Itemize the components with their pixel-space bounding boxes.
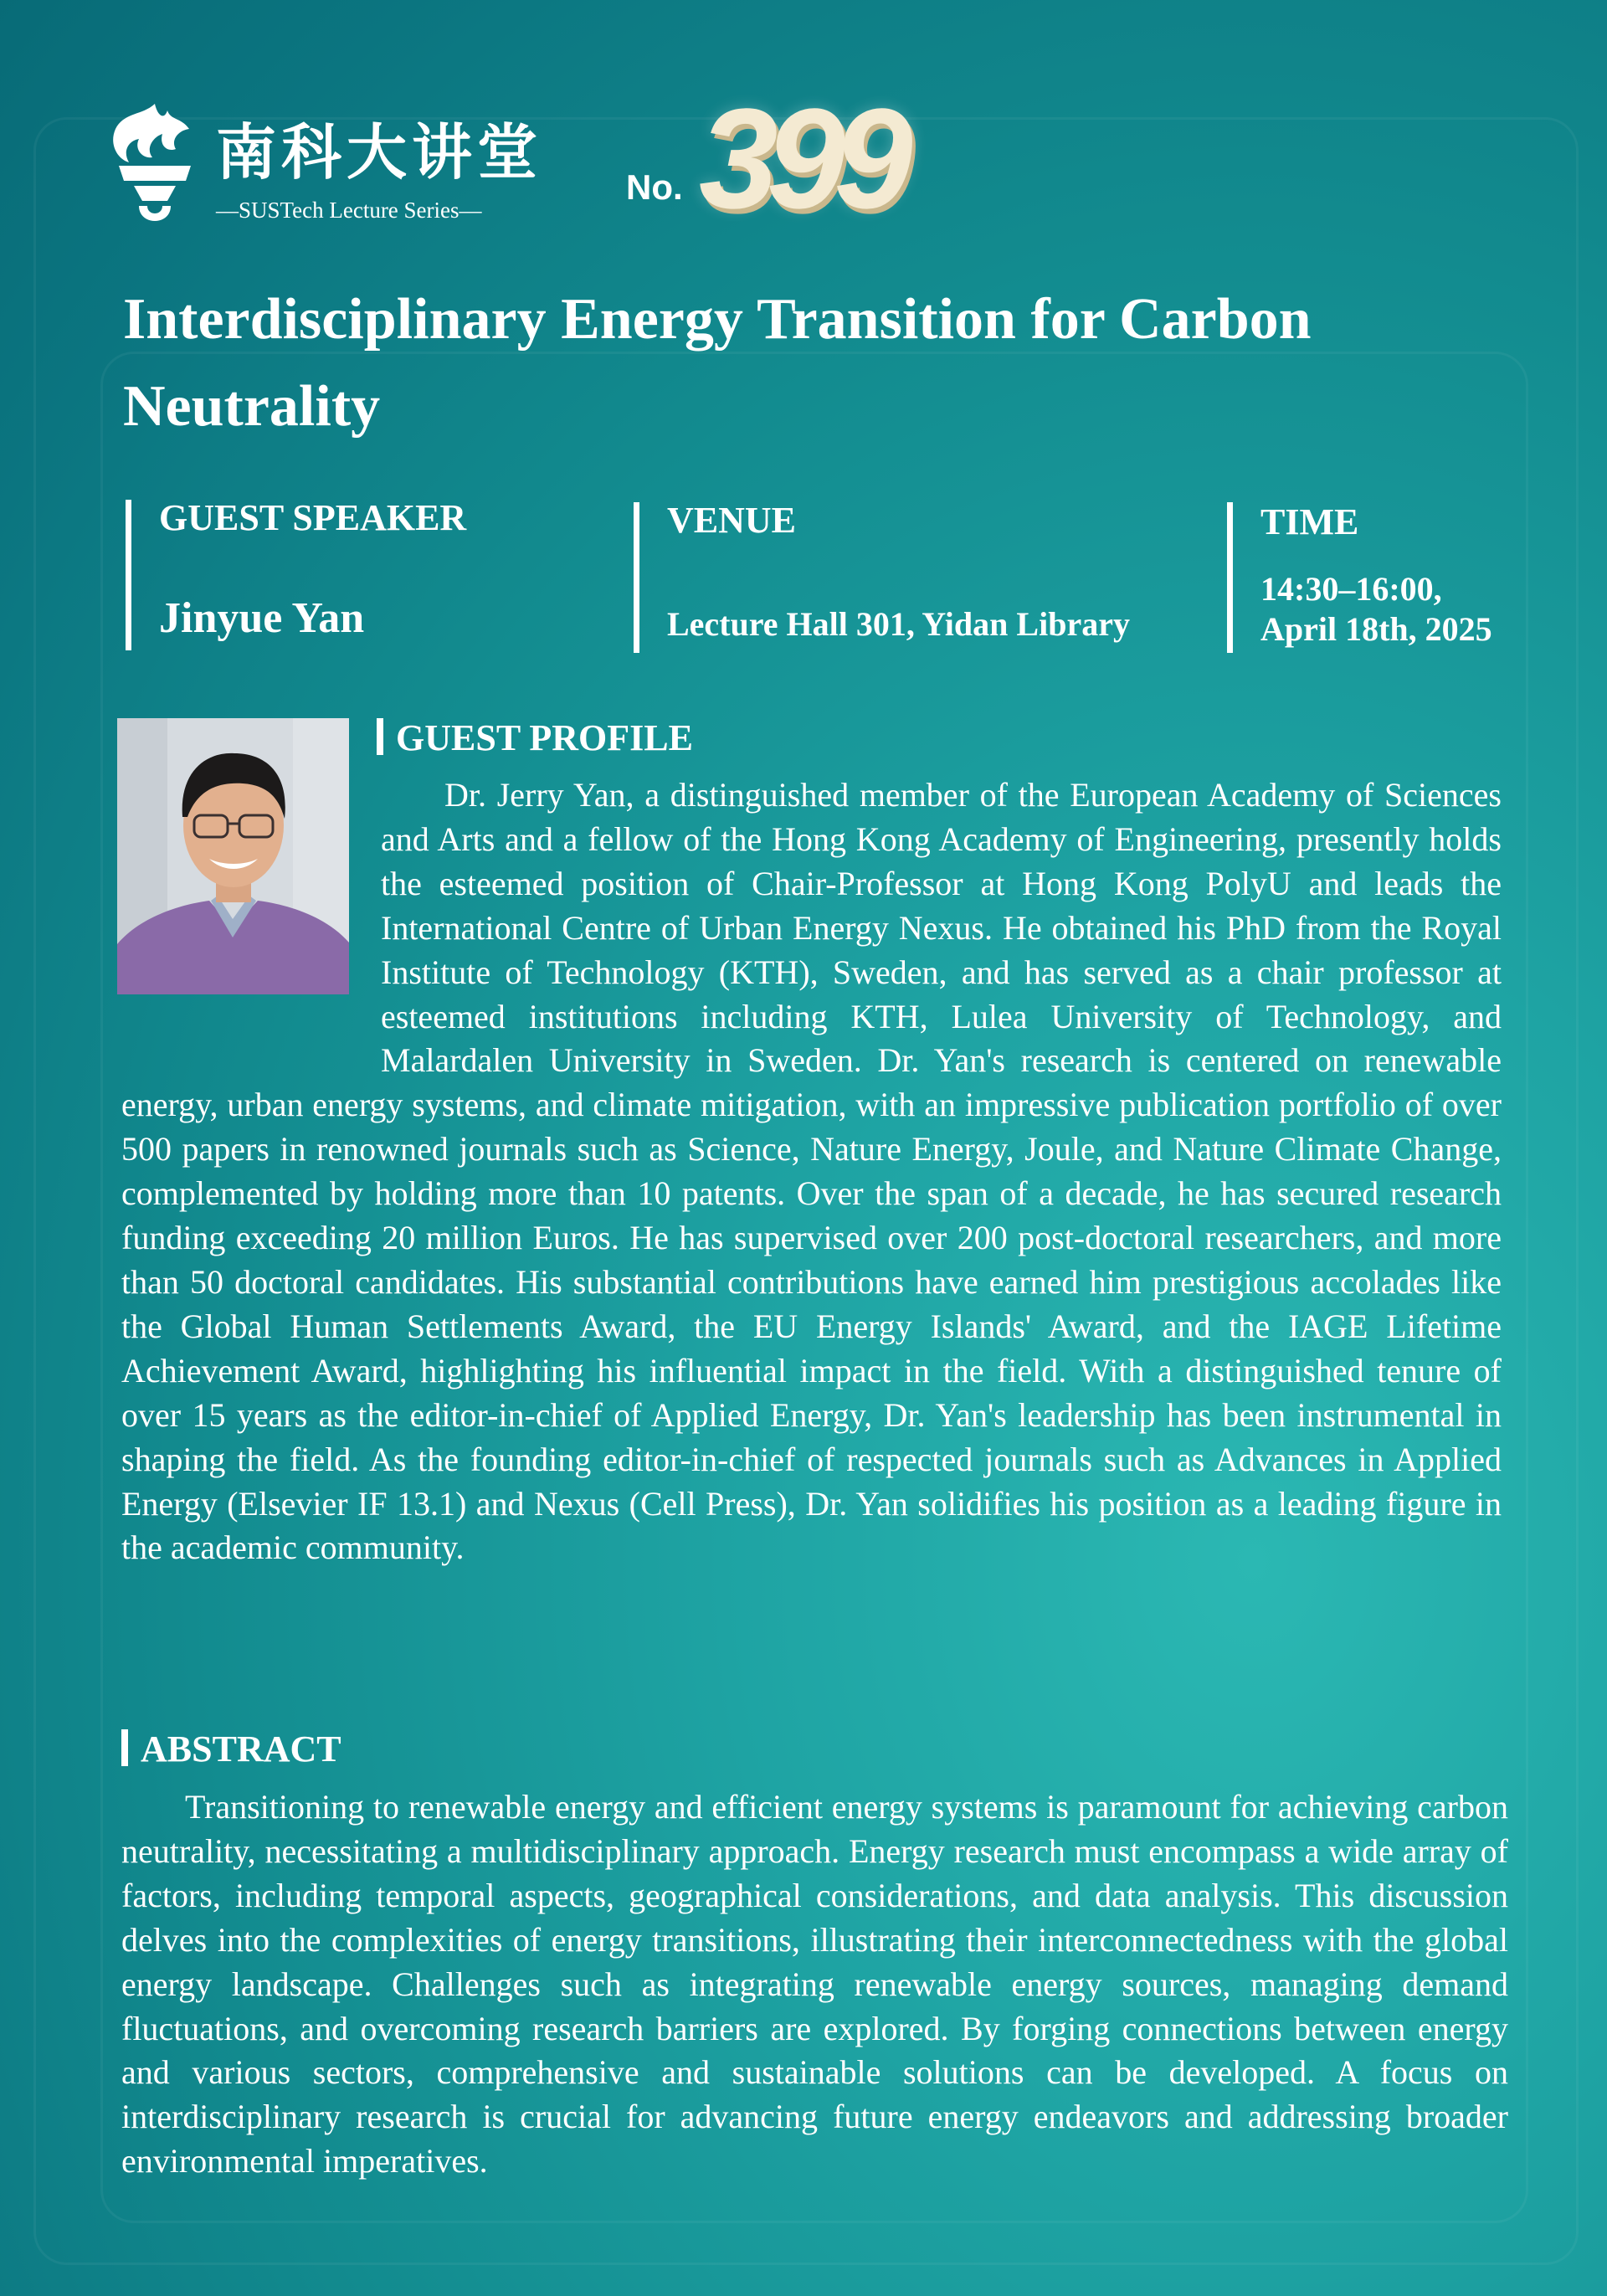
guest-profile-heading-text: GUEST PROFILE — [396, 717, 693, 758]
venue-label: VENUE — [667, 500, 797, 541]
abstract-text — [121, 1785, 1508, 2184]
logo-english-name: —SUSTech Lecture Series— — [216, 198, 482, 223]
heading-bar — [121, 1729, 128, 1766]
venue-column — [634, 502, 1178, 653]
sustech-lecture-logo — [109, 100, 578, 234]
abstract-heading — [121, 1729, 341, 1768]
abstract-heading-text: ABSTRACT — [141, 1728, 341, 1770]
speaker-label: GUEST SPEAKER — [159, 497, 467, 538]
time-label: TIME — [1260, 501, 1359, 542]
guest-profile-heading — [377, 718, 693, 757]
time-line-2: April 18th, 2025 — [1260, 610, 1492, 648]
speaker-name: Jinyue Yan — [159, 594, 365, 642]
torch-logo-icon — [109, 100, 201, 234]
logo-chinese-name: 南科大讲堂 — [216, 117, 543, 187]
photo-text-wrap-space — [121, 773, 381, 1045]
lecture-number-label: No. — [626, 167, 683, 207]
lecture-number: 399 — [699, 80, 901, 239]
guest-profile-text — [121, 773, 1502, 1570]
venue-value: Lecture Hall 301, Yidan Library — [667, 605, 1130, 643]
guest-profile-body: Dr. Jerry Yan, a distinguished member of the European Academy of Sciences and Arts and a fellow of the Hong Kong Academy of Engineering, presently holds the esteemed position of Chair-Professor at Hong Kong PolyU and leads the International Centre of Urban Energy Nexus. He obtained his PhD from the Royal Institute of Technology (KTH), Sweden, and has served as a chair professor at esteemed institutions including KTH, Lulea University of Technology, and Malardalen University in Sweden. Dr. Yan's research is centered on renewable energy, urban energy systems, and climate mitigation, with an impressive publication portfolio of over 500 papers in renowned journals such as Science, Nature Energy, Joule, and Nature Climate Change, complemented by holding more than 10 patents. Over the span of a decade, he has secured research funding exceeding 20 million Euros. He has supervised over 200 post-doctoral researchers, and more than 50 doctoral candidates. His substantial contributions have earned him prestigious accolades like the Global Human Settlements Award, the EU Energy Islands' Award, and the IAGE Lifetime Achievement Award, highlighting his influential impact in the field. With a distinguished tenure of over 15 years as the editor-in-chief of Applied Energy, Dr. Yan's leadership has been instrumental in shaping the field. As the founding editor-in-chief of respected journals such as Advances in Applied Energy (Elsevier IF 13.1) and Nexus (Cell Press), Dr. Yan solidifies his position as a leading figure in the academic community. — [121, 776, 1502, 1567]
heading-bar — [377, 718, 383, 755]
lecture-title: Interdisciplinary Energy Transition for Carbon Neutrality — [123, 287, 1312, 439]
abstract-body: Transitioning to renewable energy and efficient energy systems is paramount for achieving carbon neutrality, necessitating a multidisciplinary approach. Energy research must encompass a wide array of factors, including temporal aspects, geographical considerations, and data analysis. This discussion delves into the complexities of energy transitions, illustrating their interconnectedness with the global energy landscape. Challenges such as integrating renewable energy sources, managing demand fluctuations, and overcoming research barriers are explored. By forging connections between energy and various sectors, comprehensive and sustainable solutions can be developed. A focus on interdisciplinary research is crucial for advancing future energy endeavors and addressing broader environmental imperatives. — [121, 1788, 1508, 2180]
time-column — [1227, 502, 1545, 653]
time-line-1: 14:30–16:00, — [1260, 570, 1442, 608]
speaker-column — [126, 497, 594, 650]
